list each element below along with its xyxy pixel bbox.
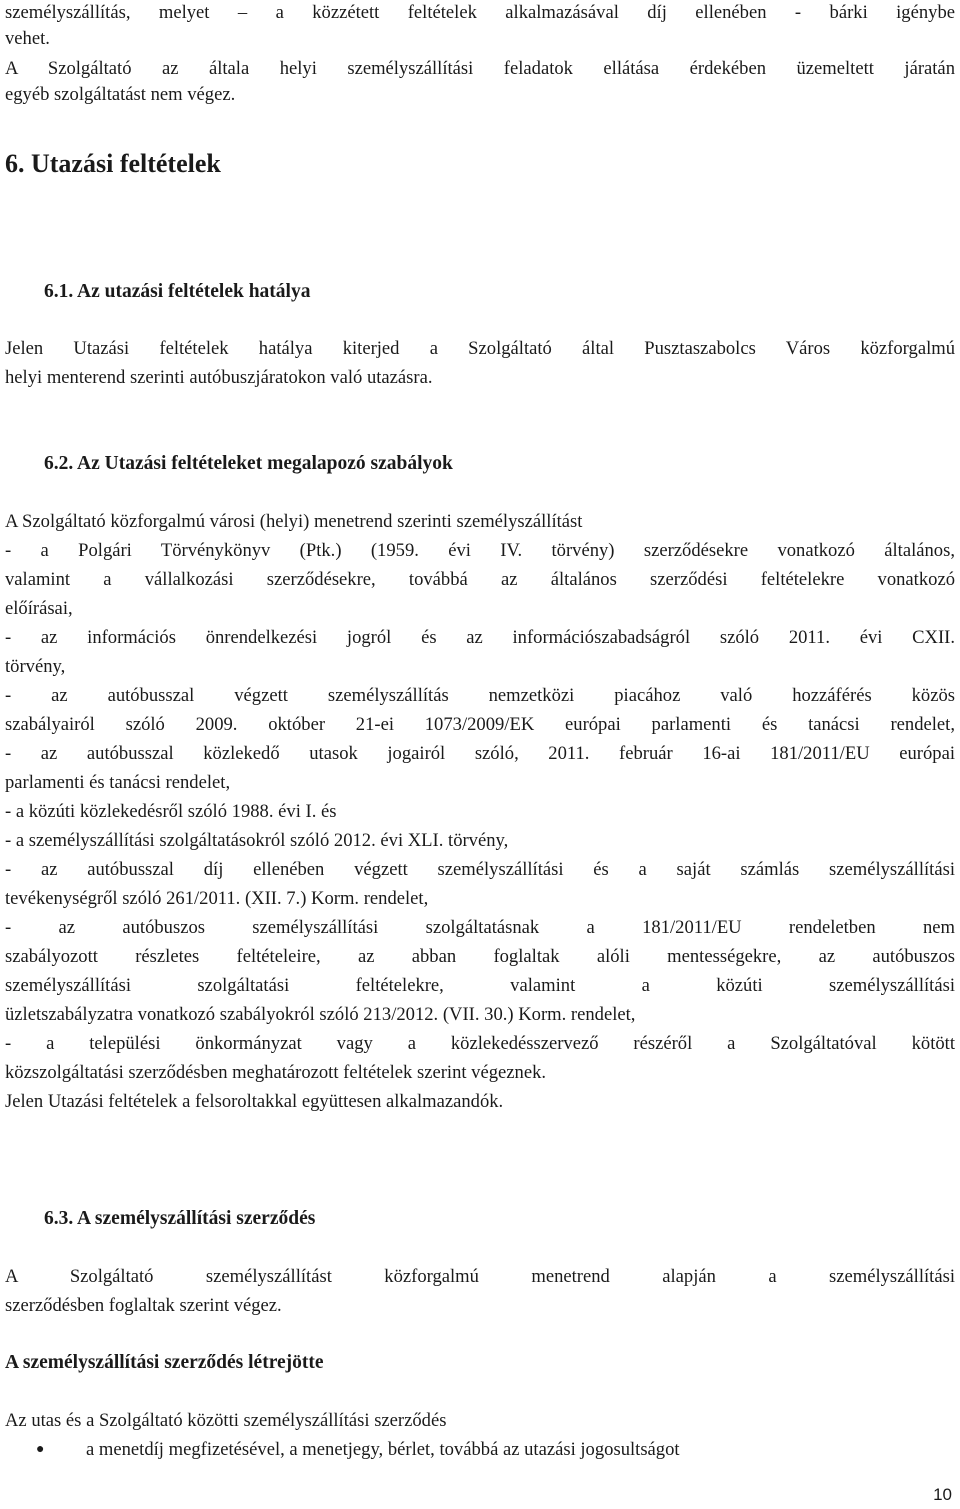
subheading: A személyszállítási szerződés létrejötte	[5, 1352, 324, 1373]
text-line: - az autóbusszal díj ellenében végzett személyszállítási és a saját számlás személyszállítási	[5, 859, 955, 880]
text-line: - a személyszállítási szolgáltatásokról szóló 2012. évi XLI. törvény,	[5, 830, 509, 851]
text-line: A Szolgáltató az általa helyi személyszállítási feladatok ellátása érdekében üzemeltett járatán	[5, 58, 955, 79]
text-line: A Szolgáltató közforgalmú városi (helyi) menetrend szerinti személyszállítást	[5, 511, 583, 532]
text-line: - az autóbusszal közlekedő utasok jogairól szóló, 2011. február 16-ai 181/2011/EU európai	[5, 743, 955, 764]
bullet-text: a menetdíj megfizetésével, a menetjegy, bérlet, továbbá az utazási jogosultságot	[86, 1439, 680, 1460]
text-line: parlamenti és tanácsi rendelet,	[5, 772, 231, 793]
bullet-icon: ●	[36, 1442, 45, 1457]
text-line: szabályairól szóló 2009. október 21-ei 1073/2009/EK európai parlamenti és tanácsi rendelet,	[5, 714, 955, 735]
subsection-heading: 6.1. Az utazási feltételek hatálya	[44, 281, 311, 302]
text-line: szabályozott részletes feltételeire, az abban foglaltak alóli mentességekre, az autóbuszos	[5, 946, 955, 967]
text-line: személyszállítás, melyet – a közzétett feltételek alkalmazásával díj ellenében - bárki igénybe	[5, 2, 955, 23]
text-line: helyi menterend szerinti autóbuszjáratokon való utazásra.	[5, 367, 433, 388]
text-line: valamint a vállalkozási szerződésekre, továbbá az általános szerződési feltételekre vonatkozó	[5, 569, 955, 590]
section-heading: 6. Utazási feltételek	[5, 149, 221, 178]
page-number: 10	[933, 1485, 952, 1504]
text-line: szerződésben foglaltak szerint végez.	[5, 1295, 282, 1316]
text-line: - a Polgári Törvénykönyv (Ptk.) (1959. évi IV. törvény) szerződésekre vonatkozó általános,	[5, 540, 955, 561]
text-line: közszolgáltatási szerződésben meghatározott feltételek szerint végeznek.	[5, 1062, 547, 1083]
subsection-heading: 6.3. A személyszállítási szerződés	[44, 1208, 316, 1229]
text-line: Az utas és a Szolgáltató közötti személyszállítási szerződés	[5, 1410, 447, 1431]
text-line: A Szolgáltató személyszállítást közforgalmú menetrend alapján a személyszállítási	[5, 1266, 955, 1287]
text-line: vehet.	[5, 28, 50, 49]
text-line: Jelen Utazási feltételek hatálya kiterjed a Szolgáltató által Pusztaszabolcs Város közforgalmú	[5, 338, 955, 359]
text-line: - az autóbusszal végzett személyszállítás nemzetközi piacához való hozzáférés közös	[5, 685, 955, 706]
text-line: - az autóbuszos személyszállítási szolgáltatásnak a 181/2011/EU rendeletben nem	[5, 917, 955, 938]
text-line: - az információs önrendelkezési jogról és az információszabadságról szóló 2011. évi CXII.	[5, 627, 955, 648]
text-line: előírásai,	[5, 598, 73, 619]
text-line: üzletszabályzatra vonatkozó szabályokról szóló 213/2012. (VII. 30.) Korm. rendelet,	[5, 1004, 636, 1025]
subsection-heading: 6.2. Az Utazási feltételeket megalapozó szabályok	[44, 453, 453, 474]
text-line: törvény,	[5, 656, 66, 677]
text-line: - a közúti közlekedésről szóló 1988. évi I. és	[5, 801, 337, 822]
text-line: - a települési önkormányzat vagy a közlekedésszervező részéről a Szolgáltatóval kötött	[5, 1033, 955, 1054]
text-line: tevékenységről szóló 261/2011. (XII. 7.) Korm. rendelet,	[5, 888, 429, 909]
text-line: Jelen Utazási feltételek a felsoroltakkal együttesen alkalmazandók.	[5, 1091, 504, 1112]
text-line: egyéb szolgáltatást nem végez.	[5, 84, 236, 105]
text-line: személyszállítási szolgáltatási feltételekre, valamint a közúti személyszállítási	[5, 975, 955, 996]
